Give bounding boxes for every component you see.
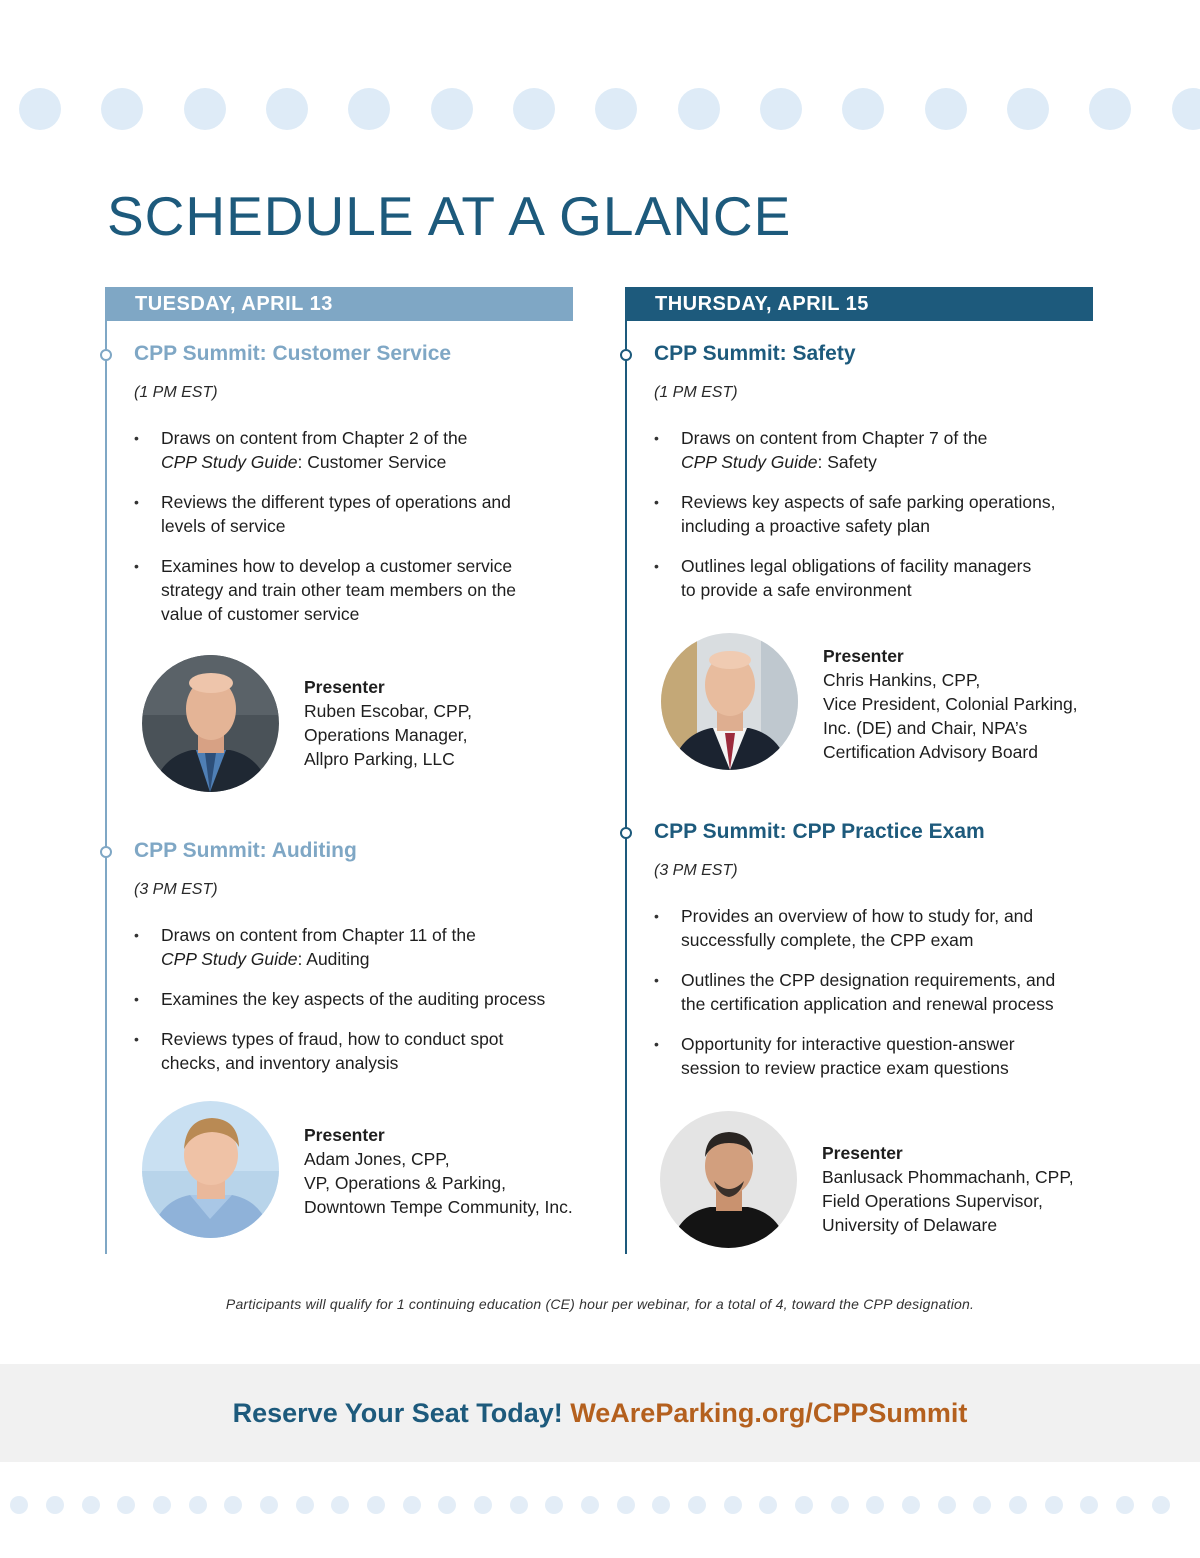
timeline-node-icon [100, 846, 112, 858]
presenter-role: VP, Operations & Parking, [304, 1173, 507, 1193]
cta-banner [0, 1364, 1200, 1462]
bullet-item: • Outlines legal obligations of facility managers to provide a safe environment [654, 554, 1099, 602]
presenter-label: Presenter [304, 1125, 385, 1145]
bullet-item: • Reviews types of fraud, how to conduct spot checks, and inventory analysis [134, 1027, 579, 1075]
session-title: CPP Summit: Safety [654, 342, 856, 365]
session-bullet-list [654, 426, 1099, 618]
presenter-role: Vice President, Colonial Parking, [823, 694, 1078, 714]
bullet-item: • Examines how to develop a customer service strategy and train other team members on the value of customer service [134, 554, 579, 626]
presenter-avatar [661, 633, 798, 770]
presenter-name: Adam Jones, CPP, [304, 1149, 450, 1169]
bullet-item: • Reviews key aspects of safe parking operations, including a proactive safety plan [654, 490, 1099, 538]
bullet-item: • Draws on content from Chapter 11 of the CPP Study Guide: Auditing [134, 923, 579, 971]
presenter-org: Downtown Tempe Community, Inc. [304, 1197, 573, 1217]
day-column-tuesday [105, 287, 575, 1254]
presenter-avatar [142, 655, 279, 792]
presenter-info [304, 675, 472, 771]
session-time: (3 PM EST) [134, 881, 218, 898]
presenter-label: Presenter [823, 646, 904, 666]
presenter-info [304, 1123, 573, 1219]
presenter-org: Certification Advisory Board [823, 742, 1038, 762]
cta-lead-text: Reserve Your Seat Today! [232, 1398, 563, 1428]
timeline-line [105, 287, 107, 1254]
presenter-role: Inc. (DE) and Chair, NPA’s [823, 718, 1028, 738]
presenter-info [822, 1141, 1074, 1237]
bullet-item: • Opportunity for interactive question-answer session to review practice exam questions [654, 1032, 1099, 1080]
presenter-name: Banlusack Phommachanh, CPP, [822, 1167, 1074, 1187]
session-title: CPP Summit: CPP Practice Exam [654, 820, 985, 843]
session-title: CPP Summit: Customer Service [134, 342, 452, 365]
timeline-line [625, 287, 627, 1254]
presenter-org: University of Delaware [822, 1215, 998, 1235]
presenter-name: Ruben Escobar, CPP, [304, 701, 472, 721]
session-time: (1 PM EST) [134, 384, 218, 401]
session-bullet-list [134, 923, 579, 1091]
timeline-node-icon [620, 349, 632, 361]
bottom-dot-border [0, 1496, 1200, 1516]
session-time: (1 PM EST) [654, 384, 738, 401]
registration-link[interactable]: WeAreParking.org/CPPSummit [570, 1398, 968, 1428]
presenter-label: Presenter [822, 1143, 903, 1163]
top-dot-border [0, 88, 1200, 132]
timeline-node-icon [100, 349, 112, 361]
presenter-org: Allpro Parking, LLC [304, 749, 455, 769]
day-header: TUESDAY, APRIL 13 [105, 287, 573, 321]
bullet-item: • Draws on content from Chapter 7 of the CPP Study Guide: Safety [654, 426, 1099, 474]
bullet-item: • Draws on content from Chapter 2 of the CPP Study Guide: Customer Service [134, 426, 579, 474]
ce-credit-footnote: Participants will qualify for 1 continuing education (CE) hour per webinar, for a total of 4, toward the CPP designation. [225, 1296, 975, 1312]
bullet-item: • Reviews the different types of operations and levels of service [134, 490, 579, 538]
presenter-label: Presenter [304, 677, 385, 697]
bullet-item: • Outlines the CPP designation requirements, and the certification application and renewal process [654, 968, 1099, 1016]
day-header: THURSDAY, APRIL 15 [625, 287, 1093, 321]
session-bullet-list [134, 426, 579, 642]
day-column-thursday [625, 287, 1095, 1254]
page-title: SCHEDULE AT A GLANCE [107, 185, 792, 247]
bullet-item: • Examines the key aspects of the auditing process [134, 987, 579, 1011]
presenter-info [823, 644, 1078, 764]
presenter-avatar [142, 1101, 279, 1238]
session-time: (3 PM EST) [654, 862, 738, 879]
session-bullet-list [654, 904, 1099, 1096]
bullet-item: • Provides an overview of how to study for, and successfully complete, the CPP exam [654, 904, 1099, 952]
presenter-role: Operations Manager, [304, 725, 468, 745]
presenter-name: Chris Hankins, CPP, [823, 670, 981, 690]
session-title: CPP Summit: Auditing [134, 839, 357, 862]
presenter-role: Field Operations Supervisor, [822, 1191, 1043, 1211]
timeline-node-icon [620, 827, 632, 839]
presenter-avatar [660, 1111, 797, 1248]
